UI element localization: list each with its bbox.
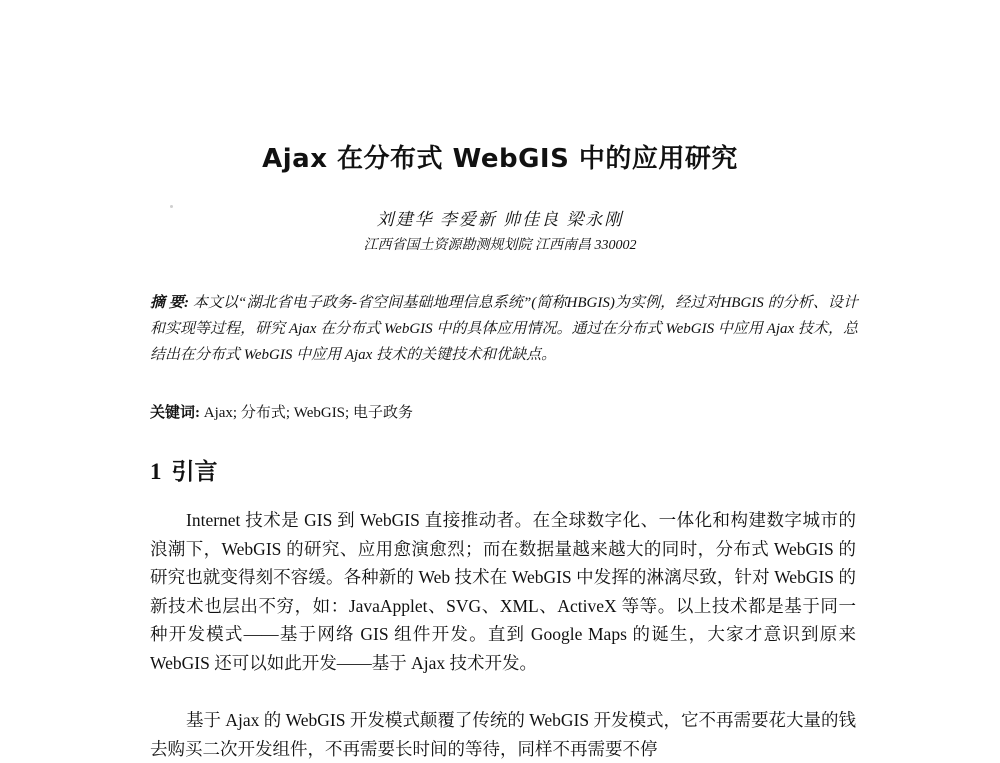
body-paragraph: 基于 Ajax 的 WebGIS 开发模式颠覆了传统的 WebGIS 开发模式，它不再需要花大量的钱去购买二次开发组件，不再需要长时间的等待，同样不再需要不停 xyxy=(150,710,856,759)
section-title: 引言 xyxy=(171,459,218,484)
affiliation: 江西省国土资源勘测规划院 江西南昌 330002 xyxy=(363,238,637,253)
section-heading xyxy=(150,453,218,486)
keywords xyxy=(150,400,858,426)
section-number: 1 xyxy=(150,459,162,484)
abstract xyxy=(150,290,858,368)
author-list: 刘建华 李爱新 帅佳良 梁永刚 xyxy=(376,210,624,229)
keywords-text: Ajax; 分布式; WebGIS; 电子政务 xyxy=(203,405,413,421)
keywords-label: 关键词: xyxy=(150,405,200,421)
paper-title: Ajax 在分布式 WebGIS 中的应用研究 xyxy=(262,144,738,174)
abstract-label: 摘 要: xyxy=(150,295,189,311)
abstract-text: 本文以“湖北省电子政务-省空间基础地理信息系统”(简称HBGIS)为实例，经过对HBGIS 的分析、设计和实现等过程，研究 Ajax 在分布式 WebGIS 中的具体应用情况。通过在分布式 WebGIS 中应用 Ajax 技术，总结出在分布式 WebGIS 中应用 Ajax 技术的关键技术和优缺点。 xyxy=(150,295,858,363)
body-paragraph: Internet 技术是 GIS 到 WebGIS 直接推动者。在全球数字化、一体化和构建数字城市的浪潮下，WebGIS 的研究、应用愈演愈烈；而在数据量越来越大的同时，分布式 WebGIS 的研究也就变得刻不容缓。各种新的 Web 技术在 WebGIS 中发挥的淋漓尽致，针对 WebGIS 的新技术也层出不穷，如：JavaApplet、SVG、XML、ActiveX 等等。以上技术都是基于同一种开发模式——基于网络 GIS 组件开发。直到 Google Maps 的诞生，大家才意识到原来 WebGIS 还可以如此开发——基于 Ajax 技术开发。 xyxy=(150,510,856,673)
